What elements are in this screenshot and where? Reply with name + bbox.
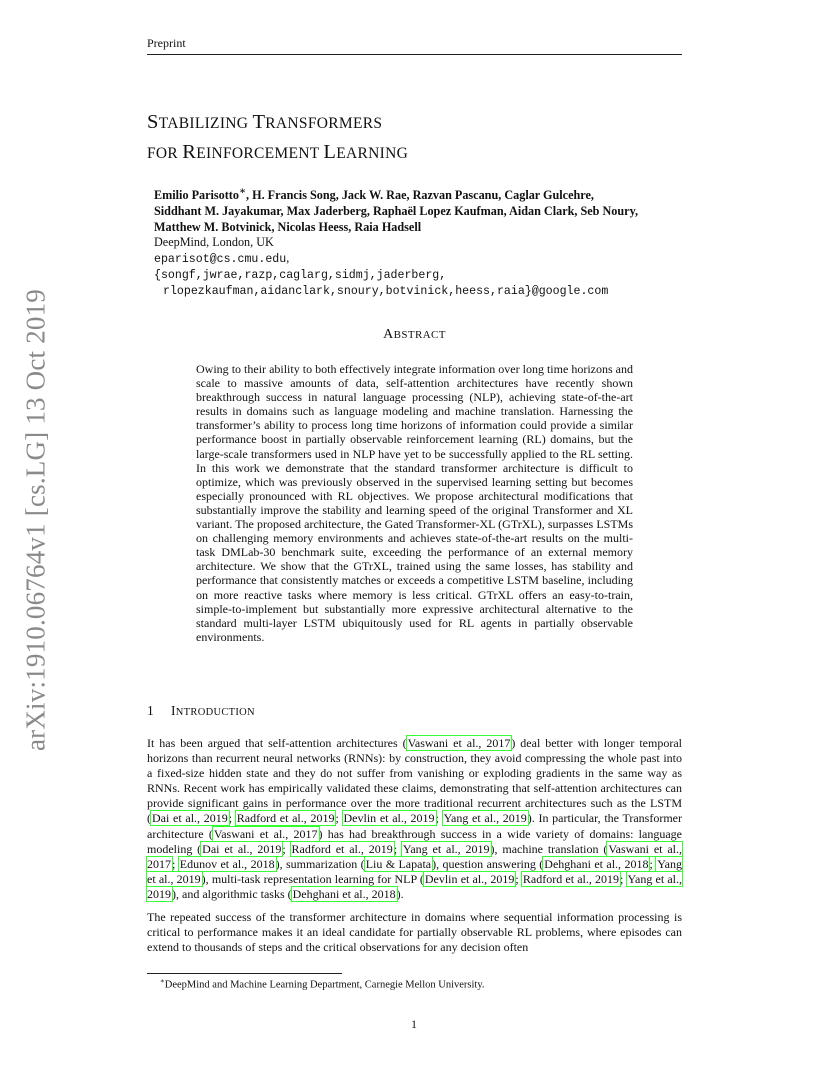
email-line-1: eparisot@cs.cmu.edu, [154, 251, 290, 267]
citation-link[interactable]: Yang et al., 2019 [402, 841, 490, 856]
abstract-text: Owing to their ability to both effectively integrate information over long time horizons and scale to massive amounts of data, self-attention architectures have recently shown breakthrough success in natural language processing (NLP), achieving state-of-the-art results in domains such as language modeling and machine translation. Harnessing the transformer’s ability to process long time horizons of information could provide a similar performance boost in partially observable reinforcement learning (RL) domains, but the large-scale transformers used in NLP have yet to be successfully applied to the RL setting. In this work we demonstrate that the standard transformer architecture is difficult to optimize, which was previously observed in the supervised learning setting but becomes especially pronounced with RL objectives. We propose architectural modifications that substantially improve the stability and learning speed of the original Transformer and XL variant. The proposed architecture, the Gated Transformer-XL (GTrXL), surpasses LSTMs on challenging memory environments and achieves state-of-the-art results on the multi-task DMLab-30 benchmark suite, exceeding the performance of an external memory architecture. We show that the GTrXL, trained using the same losses, has stability and performance that consistently matches or exceeds a competitive LSTM baseline, including on more reactive tasks where memory is less critical. GTrXL offers an easy-to-train, simple-to-implement but substantially more expressive architectural alternative to the standard multi-layer LSTM ubiquitously used for RL agents in partially observable environments. [196, 362, 633, 644]
email-line-3[interactable]: rlopezkaufman,aidanclark,snoury,botvinick,heess,raia}@google.com [163, 284, 609, 298]
footnote-mark: ∗ [238, 186, 246, 197]
author-line-3: Matthew M. Botvinick, Nicolas Heess, Raia Hadsell [154, 219, 422, 234]
citation-link[interactable]: Dehghani et al., 2018 [544, 856, 649, 871]
section-heading-introduction: 1 INTRODUCTION [147, 703, 255, 718]
email-line-2[interactable]: {songf,jwrae,razp,caglarg,sidmj,jaderberg, [154, 269, 447, 283]
citation-link[interactable]: Liu & Lapata [365, 856, 432, 871]
title-line-1: STABILIZING TRANSFORMERS [147, 111, 383, 133]
introduction-body [147, 736, 682, 963]
citation-link[interactable]: Dehghani et al., 2018 [292, 886, 396, 901]
footnote-rule [147, 973, 342, 974]
affiliation: DeepMind, London, UK [154, 235, 274, 250]
citation-link[interactable]: Radford et al., 2019 [291, 841, 393, 856]
email-link[interactable]: eparisot@cs.cmu.edu [154, 253, 287, 267]
citation-link[interactable]: Vaswani et al., 2017 [147, 841, 683, 871]
citation-link[interactable]: Edunov et al., 2018 [179, 856, 275, 871]
section-number: 1 [147, 703, 155, 718]
footnote-mark: ∗ [160, 977, 165, 985]
citation-link[interactable]: Vaswani et al., 2017 [213, 826, 318, 841]
intro-paragraph-2: The repeated success of the transformer architecture in domains where sequential information processing is critical to performance makes it an ideal candidate for partially observable RL problems, where episodes can extend to thousands of steps and the critical observations for any decision often [147, 910, 682, 955]
citation-link[interactable]: Dai et al., 2019 [202, 841, 282, 856]
citation-link[interactable]: Radford et al., 2019 [522, 871, 620, 886]
citation-link[interactable]: Dai et al., 2019 [152, 811, 228, 826]
footnote: ∗DeepMind and Machine Learning Department, Carnegie Mellon University. [160, 977, 485, 991]
running-head: Preprint [147, 36, 682, 55]
citation-link[interactable]: Yang et al., 2019 [147, 871, 682, 901]
page-number: 1 [411, 1017, 417, 1031]
arxiv-identifier: arXiv:1910.06764v1 [cs.LG] 13 Oct 2019 [20, 288, 51, 752]
author-block [154, 184, 699, 300]
author-line-2: Siddhant M. Jayakumar, Max Jaderberg, Raphaël Lopez Kaufman, Aidan Clark, Seb Noury, [154, 203, 639, 218]
paper-title [147, 108, 687, 168]
citation-link[interactable]: Devlin et al., 2019 [343, 811, 435, 826]
author-line-1: Emilio Parisotto∗, H. Francis Song, Jack W. Rae, Razvan Pascanu, Caglar Gulcehre, [154, 186, 594, 203]
citation-link[interactable]: Vaswani et al., 2017 [407, 736, 511, 750]
abstract-heading: ABSTRACT [383, 327, 446, 342]
citation-link[interactable]: Radford et al., 2019 [236, 811, 335, 826]
intro-paragraph-1: It has been argued that self-attention architectures (Vaswani et al., 2017) deal better with longer temporal horizons than recurrent neural networks (RNNs): by construction, they avoid compressing the whole past into a fixed-size hidden state and they do not suffer from vanishing or exploding gradients in the same way as RNNs. Recent work has empirically validated these claims, demonstrating that self-attention architectures can provide significant gains in performance over the more traditional recurrent architectures such as the LSTM (Dai et al., 2019; Radford et al., 2019; Devlin et al., 2019; Yang et al., 2019). In particular, the Transformer architecture (Vaswani et al., 2017) has had breakthrough success in a wide variety of domains: language modeling (Dai et al., 2019; Radford et al., 2019; Yang et al., 2019), machine translation (Vaswani et al., 2017; Edunov et al., 2018), summarization (Liu & Lapata), question answering (Dehghani et al., 2018; Yang et al., 2019), multi-task representation learning for NLP (Devlin et al., 2019; Radford et al., 2019; Yang et al., 2019), and algorithmic tasks (Dehghani et al., 2018). [147, 736, 683, 901]
title-line-2: FOR REINFORCEMENT LEARNING [147, 141, 409, 163]
citation-link[interactable]: Devlin et al., 2019 [424, 871, 515, 886]
citation-link[interactable]: Yang et al., 2019 [443, 811, 527, 826]
citation-link[interactable]: Yang et al., 2019 [147, 856, 682, 886]
